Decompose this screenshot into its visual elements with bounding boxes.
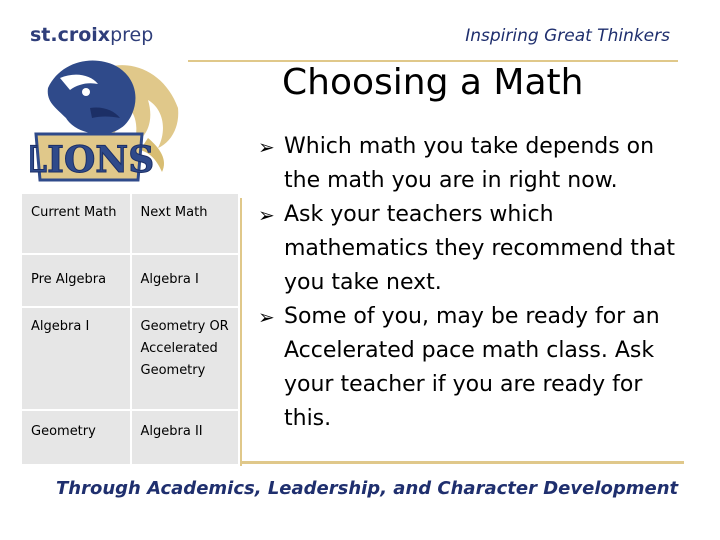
lion-logo-graphic	[30, 48, 182, 188]
table-cell: Geometry OR Accelerated Geometry	[131, 307, 240, 410]
table-row	[22, 254, 239, 307]
table-cell: Pre Algebra	[22, 254, 131, 307]
vertical-divider	[240, 198, 242, 466]
brand-part-2: prep	[110, 24, 154, 46]
brand-wordmark	[30, 24, 153, 46]
arrow-bullet-icon: ➢	[258, 135, 275, 159]
table-cell: Algebra I	[131, 254, 240, 307]
svg-text:LIONS: LIONS	[30, 139, 155, 181]
table-cell: Algebra I	[22, 307, 131, 410]
slide-title: Choosing a Math	[282, 62, 584, 103]
bullet-text: Ask your teachers which mathematics they recommend that you take next.	[284, 202, 675, 295]
table-header-row	[22, 194, 239, 254]
bullet-text: Which math you take depends on the math you are in right now.	[284, 134, 655, 193]
tagline: Inspiring Great Thinkers	[465, 26, 670, 46]
list-item	[258, 198, 688, 300]
header-next-math: Next Math	[131, 194, 240, 254]
bullet-list	[258, 130, 688, 436]
table-cell: Geometry	[22, 410, 131, 465]
brand-part-1: st.croix	[30, 24, 111, 46]
table-row	[22, 307, 239, 410]
math-sequence-table	[22, 194, 240, 466]
bullet-text: Some of you, may be ready for an Accelerated pace math class. Ask your teacher if you are ready for this.	[284, 304, 660, 431]
table-row	[22, 410, 239, 465]
header-current-math: Current Math	[22, 194, 131, 254]
lion-logo-icon	[30, 48, 182, 188]
bottom-divider	[240, 461, 684, 464]
list-item	[258, 300, 688, 436]
list-item	[258, 130, 688, 198]
arrow-bullet-icon: ➢	[258, 305, 275, 329]
arrow-bullet-icon: ➢	[258, 203, 275, 227]
footer-motto: Through Academics, Leadership, and Character Development	[56, 478, 679, 499]
table-cell: Algebra II	[131, 410, 240, 465]
